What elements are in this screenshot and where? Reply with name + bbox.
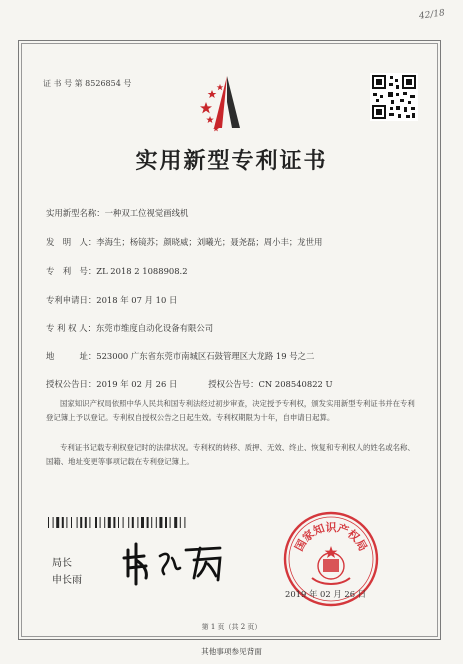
grant-number-label: 授权公告号： xyxy=(208,379,259,389)
footer-note: 其他事项参见背面 xyxy=(201,647,262,656)
address-label: 地 址： xyxy=(46,351,97,361)
inventor-value: 李海生；杨镜苏；颜晓威；刘曦光；聂尧磊；周小丰；龙世用 xyxy=(96,237,323,247)
address-row xyxy=(46,350,314,362)
patent-office-emblem-icon xyxy=(196,72,258,134)
bureau-title: 局长 xyxy=(52,558,72,569)
grant-date-value: 2019 年 02 月 26 日 xyxy=(96,379,178,389)
legal-status-paragraph: 专利证书记载专利权登记时的法律状况。专利权的转移、质押、无效、终止、恢复和专利权人的姓名或名称、国籍、地址变更等事项记载在专利登记簿上。 xyxy=(46,443,415,466)
name-value: 一种双工位视觉画线机 xyxy=(104,208,189,218)
seal-text: 国家知识产权局 xyxy=(292,521,370,554)
name-row xyxy=(46,207,188,219)
inventor-label: 发 明 人： xyxy=(46,237,97,247)
handwritten-note: 42/18 xyxy=(418,8,446,22)
director-signature xyxy=(120,538,230,588)
owner-row xyxy=(46,322,213,334)
patent-number-label: 专 利 号： xyxy=(46,266,97,276)
name-label: 实用新型名称： xyxy=(46,208,105,218)
page-number: 第 1 页（共 2 页） xyxy=(201,623,262,631)
apply-date-value: 2018 年 07 月 10 日 xyxy=(96,295,178,305)
grant-number-value: CN 208540822 U xyxy=(258,379,333,389)
barcode-icon xyxy=(48,517,218,528)
certificate-number: 证 书 号 第 8526854 号 xyxy=(43,79,132,88)
owner-value: 东莞市维度自动化设备有限公司 xyxy=(95,323,214,333)
apply-date-label: 专利申请日： xyxy=(46,295,97,305)
patent-number-value: ZL 2018 2 1088908.2 xyxy=(96,266,188,276)
grant-row xyxy=(46,378,333,390)
apply-date-row xyxy=(46,294,177,306)
owner-label: 专 利 权 人： xyxy=(46,323,96,333)
grant-paragraph: 国家知识产权局依照中华人民共和国专利法经过初步审查，决定授予专利权，颁发实用新型专利证书并在专利登记簿上予以登记。专利权自授权公告之日起生效。专利权期限为十年，自申请日起算。 xyxy=(46,399,415,422)
inventor-row xyxy=(46,236,322,248)
address-value: 523000 广东省东莞市南城区石鼓管理区大龙路 19 号之二 xyxy=(96,351,315,361)
patent-number-row xyxy=(46,265,188,277)
seal-date: 2019 年 02 月 26 日 xyxy=(285,589,367,599)
certificate-title: 实用新型专利证书 xyxy=(135,148,328,174)
grant-date-label: 授权公告日： xyxy=(46,379,97,389)
qr-code-icon xyxy=(370,73,418,121)
bureau-name: 申长雨 xyxy=(52,575,82,586)
